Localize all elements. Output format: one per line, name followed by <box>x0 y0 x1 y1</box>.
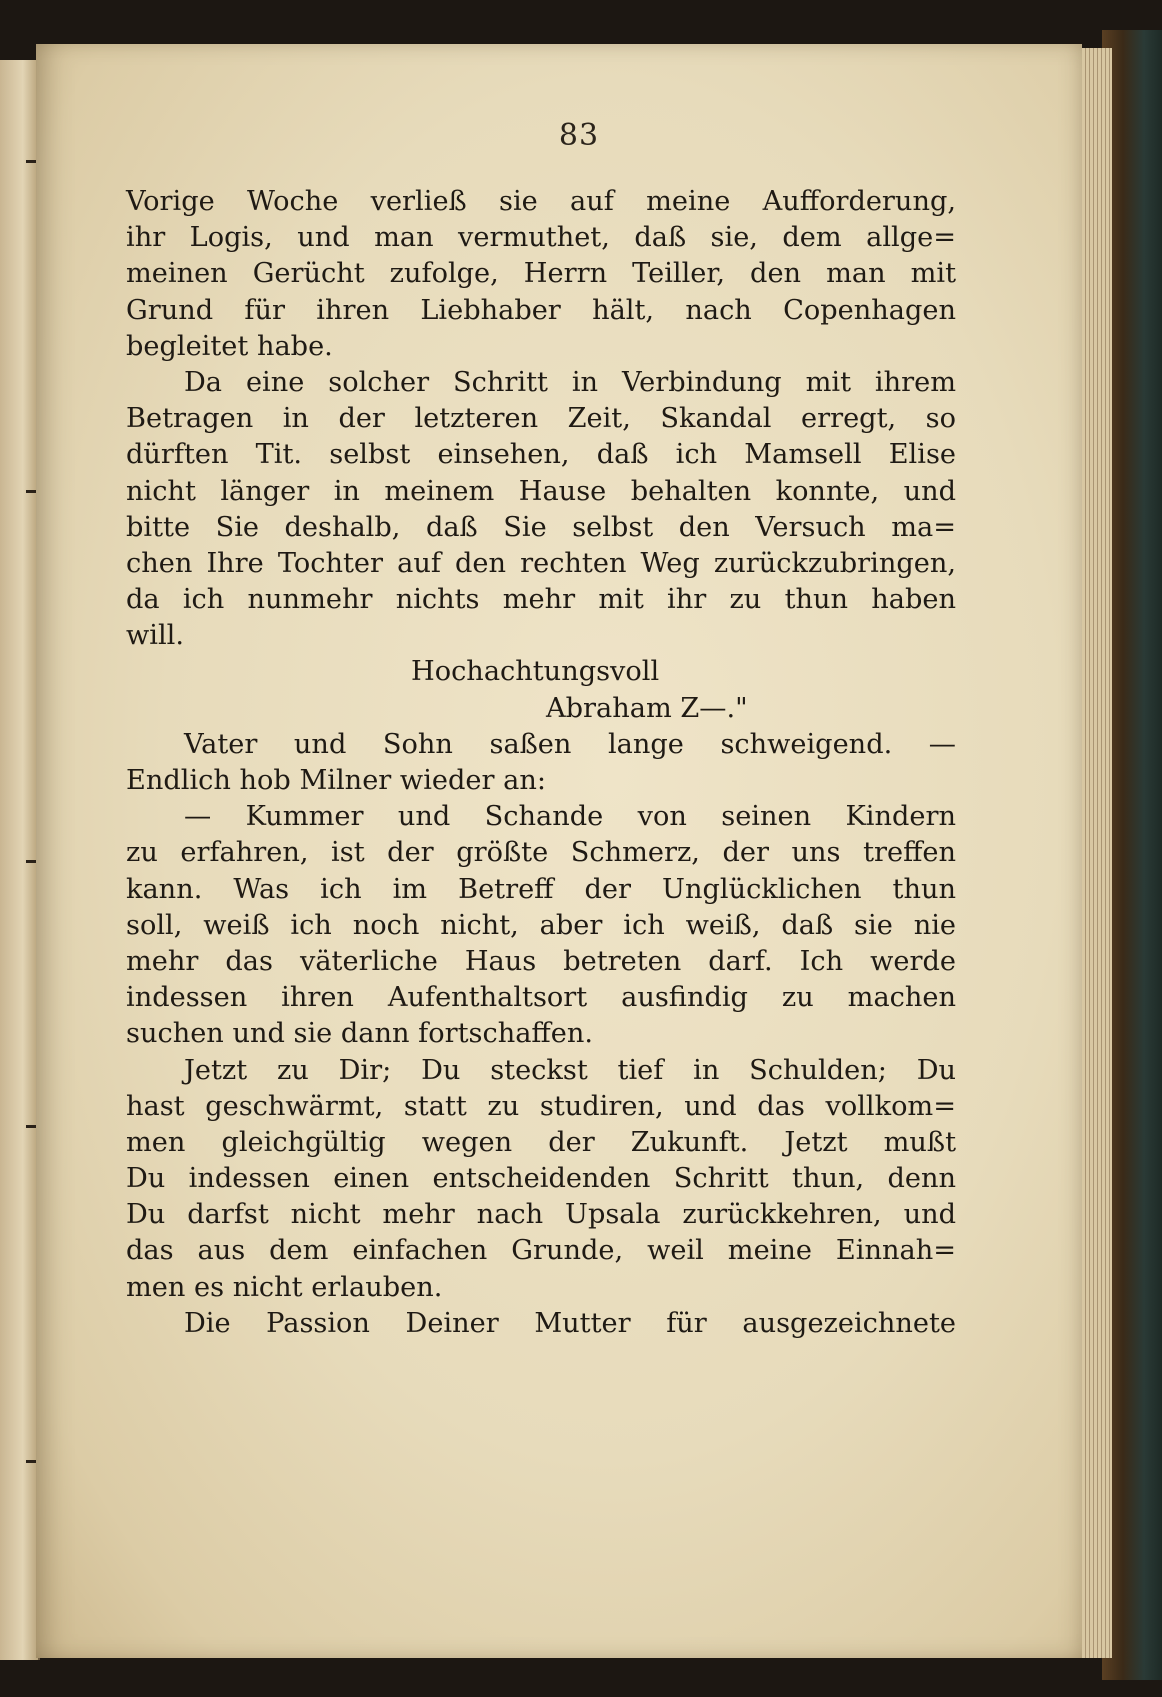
text-line: Die Passion Deiner Mutter für ausgezeichnete <box>184 1307 956 1339</box>
text-line: Vorige Woche verließ sie auf meine Aufforderung, <box>126 186 956 217</box>
text-line: Vater und Sohn saßen lange schweigend. — <box>184 728 956 760</box>
margin-mark <box>26 860 36 863</box>
text-line: Abraham Z—." <box>546 692 748 724</box>
text-line: bitte Sie deshalb, daß Sie selbst den Versuch ma= <box>126 511 956 543</box>
margin-mark <box>26 1460 36 1463</box>
text-line: men gleichgültig wegen der Zukunft. Jetzt mußt <box>126 1126 956 1158</box>
page-stack-edge <box>1078 48 1112 1658</box>
margin-mark <box>26 490 36 493</box>
page-number: 83 <box>558 118 600 153</box>
text-line: Hochachtungsvoll <box>411 656 660 688</box>
text-line: kann. Was ich im Betreff der Unglücklichen thun <box>126 873 956 905</box>
text-line: Betragen in der letzteren Zeit, Skandal erregt, so <box>126 403 956 435</box>
text-line: begleitet habe. <box>126 330 333 362</box>
text-line: da ich nunmehr nichts mehr mit ihr zu thun haben <box>126 584 956 616</box>
text-line: nicht länger in meinem Hause behalten konnte, und <box>126 475 956 507</box>
text-line: Du indessen einen entscheidenden Schritt thun, denn <box>126 1163 956 1195</box>
facing-page-edge <box>0 60 40 1660</box>
text-line: Grund für ihren Liebhaber hält, nach Copenhagen <box>126 294 956 326</box>
text-line: mehr das väterliche Haus betreten darf. Ich werde <box>126 945 956 977</box>
text-line: will. <box>126 620 184 652</box>
text-line: Da eine solcher Schritt in Verbindung mit ihrem <box>184 366 956 398</box>
text-line: hast geschwärmt, statt zu studiren, und das vollkom= <box>126 1090 956 1122</box>
text-line: zu erfahren, ist der größte Schmerz, der uns treffen <box>126 837 956 869</box>
text-line: chen Ihre Tochter auf den rechten Weg zurückzubringen, <box>126 547 956 579</box>
text-line: Du darfst nicht mehr nach Upsala zurückkehren, und <box>126 1199 956 1231</box>
book-page <box>36 44 1082 1658</box>
text-line: soll, weiß ich noch nicht, aber ich weiß, daß sie nie <box>126 909 956 941</box>
margin-mark <box>26 1125 36 1128</box>
text-line: indessen ihren Aufenthaltsort ausfindig zu machen <box>126 982 956 1014</box>
text-line: das aus dem einfachen Grunde, weil meine Einnah= <box>126 1235 956 1267</box>
text-line: dürften Tit. selbst einsehen, daß ich Mamsell Elise <box>126 439 956 471</box>
text-line: suchen und sie dann fortschaffen. <box>126 1018 593 1050</box>
text-line: — Kummer und Schande von seinen Kindern <box>184 801 956 833</box>
margin-mark <box>26 160 36 163</box>
page-text <box>126 184 956 1342</box>
text-line: ihr Logis, und man vermuthet, daß sie, dem allge= <box>126 222 956 254</box>
text-line: men es nicht erlauben. <box>126 1271 443 1303</box>
text-line: meinen Gerücht zufolge, Herrn Teiller, den man mit <box>126 258 956 290</box>
text-line: Jetzt zu Dir; Du steckst tief in Schulden; Du <box>184 1054 956 1086</box>
text-line: Endlich hob Milner wieder an: <box>126 765 546 796</box>
